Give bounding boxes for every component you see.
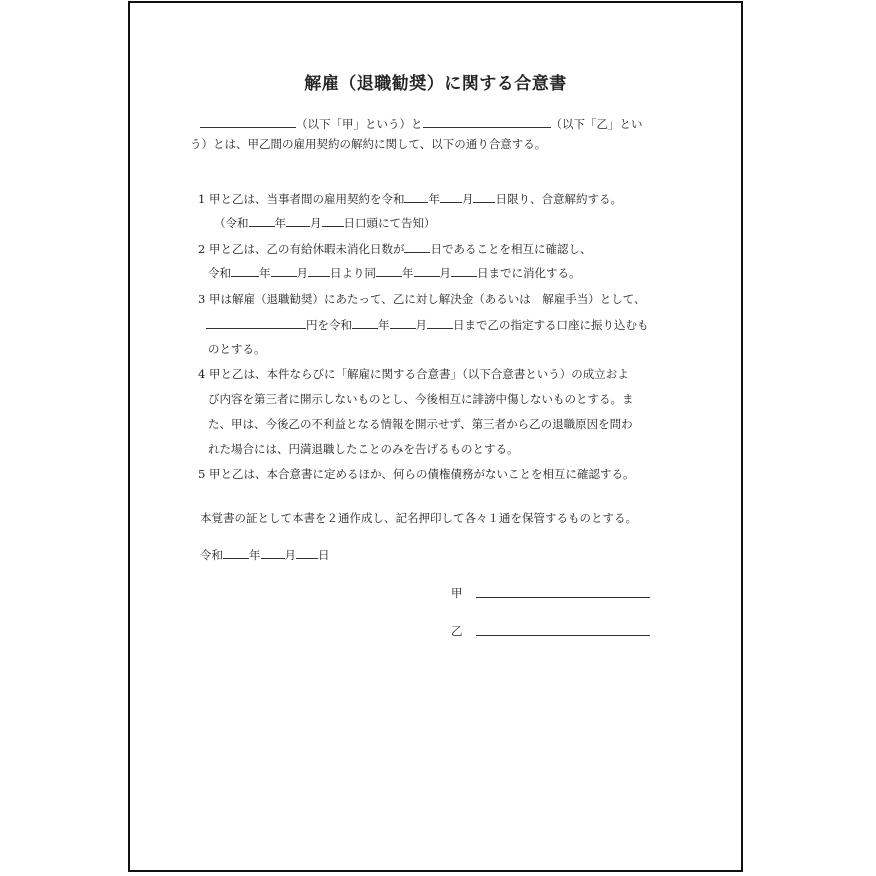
clause-2-line-1: 2 甲と乙は、乙の有給休暇未消化日数が 日であることを相互に確認し、 bbox=[198, 242, 592, 256]
document-title: 解雇（退職勧奨）に関する合意書 bbox=[304, 74, 567, 94]
month-blank[interactable] bbox=[271, 266, 297, 277]
signature-label-party-b: 乙 bbox=[451, 624, 463, 638]
clause-1-line-1: 1 甲と乙は、当事者間の雇用契約を令和 年 月 日限り、合意解約する。 bbox=[198, 192, 622, 206]
clause-4-line-3: た、甲は、今後乙の不利益となる情報を開示せず、第三者から乙の退職原因を問わ bbox=[208, 417, 633, 431]
year-blank[interactable] bbox=[352, 318, 378, 329]
preamble-line-2: う）とは、甲乙間の雇用契約の解約に関して、以下の通り合意する。 bbox=[190, 137, 547, 151]
clause-4-line-4: れた場合には、円満退職したことのみを告げるものとする。 bbox=[208, 442, 519, 456]
day-blank[interactable] bbox=[296, 548, 318, 559]
clause-4-line-1: 4 甲と乙は、本件ならびに「解雇に関する合意書」（以下合意書という）の成立およ bbox=[198, 367, 629, 381]
month-blank[interactable] bbox=[286, 216, 310, 227]
clause-5-line-1: 5 甲と乙は、本合意書に定めるほか、何らの債権債務がないことを相互に確認する。 bbox=[198, 467, 635, 481]
clause-2-line-2: 令和 年 月 日より同 年 月 日までに消化する。 bbox=[208, 266, 581, 280]
party-b-name-blank[interactable] bbox=[423, 117, 551, 128]
year-blank[interactable] bbox=[404, 192, 428, 203]
day-blank[interactable] bbox=[308, 266, 330, 277]
month-blank[interactable] bbox=[390, 318, 416, 329]
clause-3-line-2: 円を令和 年 月 日まで乙の指定する口座に振り込むも bbox=[206, 318, 649, 332]
document-page bbox=[128, 1, 743, 872]
clause-4-line-2: び内容を第三者に開示しないものとし、今後相互に誹謗中傷しないものとする。ま bbox=[208, 392, 634, 406]
day-blank[interactable] bbox=[451, 266, 477, 277]
signature-line-party-b[interactable] bbox=[476, 635, 650, 636]
year-blank[interactable] bbox=[231, 266, 259, 277]
days-blank[interactable] bbox=[404, 242, 430, 253]
closing-statement: 本覚書の証として本書を２通作成し、記名押印して各々１通を保管するものとする。 bbox=[200, 511, 637, 525]
year-blank[interactable] bbox=[376, 266, 402, 277]
day-blank[interactable] bbox=[473, 192, 495, 203]
amount-blank[interactable] bbox=[206, 318, 306, 329]
clause-3-line-1: 3 甲は解雇（退職勧奨）にあたって、乙に対し解決金（あるいは 解雇手当）として、 bbox=[198, 292, 646, 306]
preamble-line-1: （以下「甲」という）と （以下「乙」とい bbox=[200, 117, 643, 131]
party-a-name-blank[interactable] bbox=[200, 117, 296, 128]
signature-line-party-a[interactable] bbox=[476, 597, 650, 598]
clause-1-line-2: （令和 年 月 日口頭にて告知） bbox=[214, 216, 436, 230]
year-blank[interactable] bbox=[223, 548, 249, 559]
clause-3-line-3: のとする。 bbox=[208, 342, 266, 356]
month-blank[interactable] bbox=[414, 266, 440, 277]
day-blank[interactable] bbox=[427, 318, 453, 329]
month-blank[interactable] bbox=[440, 192, 462, 203]
document-date: 令和 年 月 日 bbox=[200, 548, 330, 562]
signature-label-party-a: 甲 bbox=[451, 586, 463, 600]
month-blank[interactable] bbox=[261, 548, 285, 559]
year-blank[interactable] bbox=[249, 216, 275, 227]
day-blank[interactable] bbox=[322, 216, 344, 227]
